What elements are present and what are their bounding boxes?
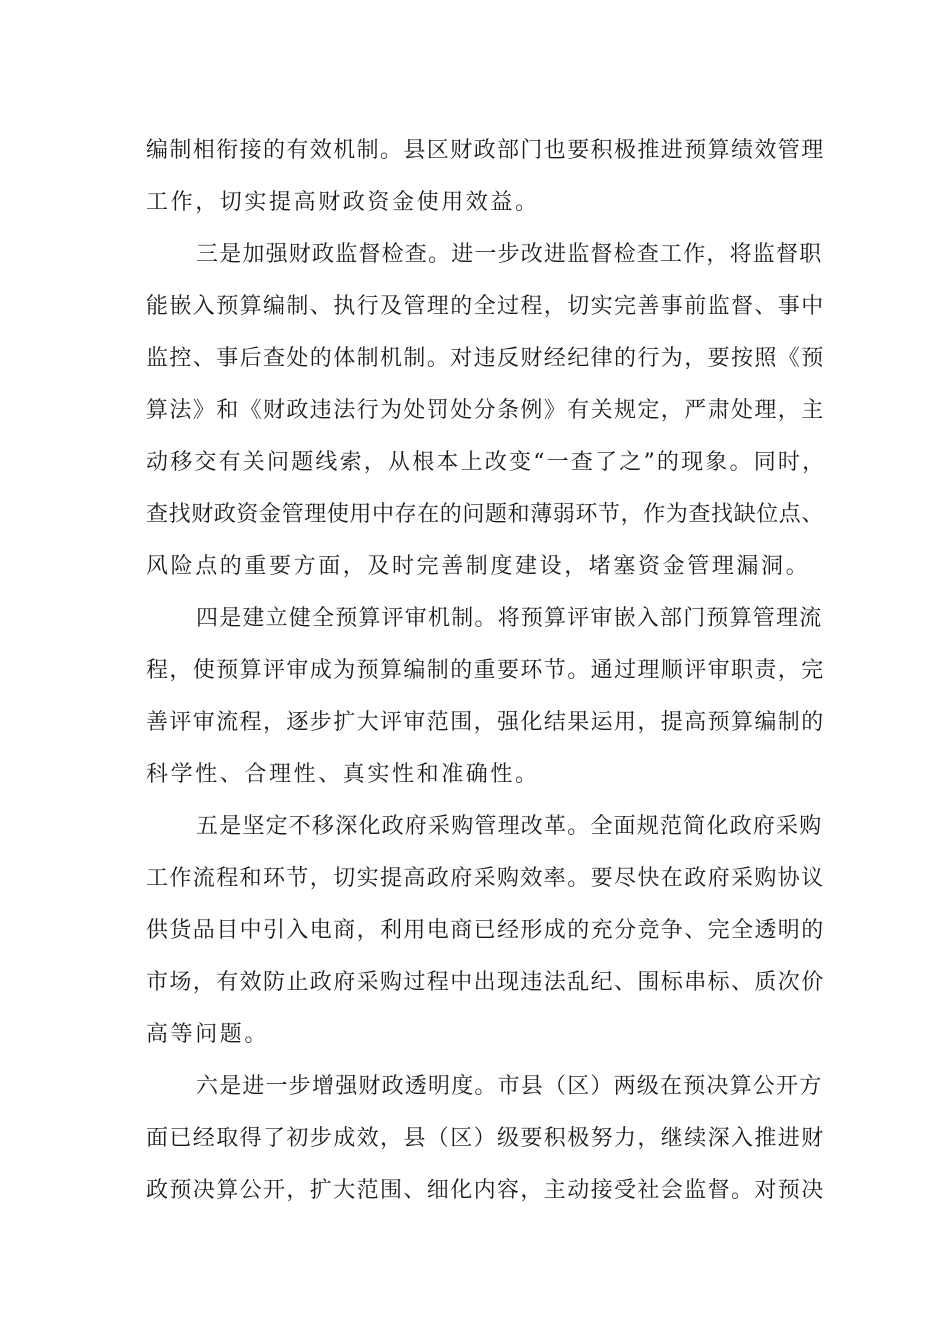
- text-line: 编制相衔接的有效机制。县区财政部门也要积极推进预算绩效管理: [146, 138, 825, 163]
- text-line: 算法》和《财政违法行为处罚处分条例》有关规定，严肃处理，主: [146, 398, 825, 423]
- paragraph-first-line: 四是建立健全预算评审机制。将预算评审嵌入部门预算管理流: [196, 606, 823, 631]
- text-line: 程，使预算评审成为预算编制的重要环节。通过理顺评审职责，完: [146, 658, 825, 683]
- text-line: 面已经取得了初步成效，县（区）级要积极努力，继续深入推进财: [146, 1126, 825, 1151]
- text-line: 查找财政资金管理使用中存在的问题和薄弱环节，作为查找缺位点、: [146, 502, 825, 527]
- text-line: 工作流程和环节，切实提高政府采购效率。要尽快在政府采购协议: [146, 866, 825, 891]
- text-line: 政预决算公开，扩大范围、细化内容，主动接受社会监督。对预决: [146, 1178, 825, 1203]
- text-line: 风险点的重要方面，及时完善制度建设，堵塞资金管理漏洞。: [146, 554, 811, 579]
- paragraph-first-line: 六是进一步增强财政透明度。市县（区）两级在预决算公开方: [196, 1074, 823, 1099]
- text-line: 市场，有效防止政府采购过程中出现违法乱纪、围标串标、质次价: [146, 970, 825, 995]
- text-line: 高等问题。: [146, 1022, 270, 1047]
- text-line: 能嵌入预算编制、执行及管理的全过程，切实完善事前监督、事中: [146, 294, 825, 319]
- paragraph-first-line: 三是加强财政监督检查。进一步改进监督检查工作，将监督职: [196, 242, 823, 267]
- text-line: 工作，切实提高财政资金使用效益。: [146, 190, 540, 215]
- text-line: 监控、事后查处的体制机制。对违反财经纪律的行为，要按照《预: [146, 346, 825, 371]
- text-line: 善评审流程，逐步扩大评审范围，强化结果运用，提高预算编制的: [146, 710, 825, 735]
- text-line: 供货品目中引入电商，利用电商已经形成的充分竞争、完全透明的: [146, 918, 825, 943]
- text-line: 科学性、合理性、真实性和准确性。: [146, 762, 540, 787]
- text-line: 动移交有关问题线索，从根本上改变“一查了之”的现象。同时，: [146, 450, 827, 475]
- paragraph-first-line: 五是坚定不移深化政府采购管理改革。全面规范简化政府采购: [196, 814, 823, 839]
